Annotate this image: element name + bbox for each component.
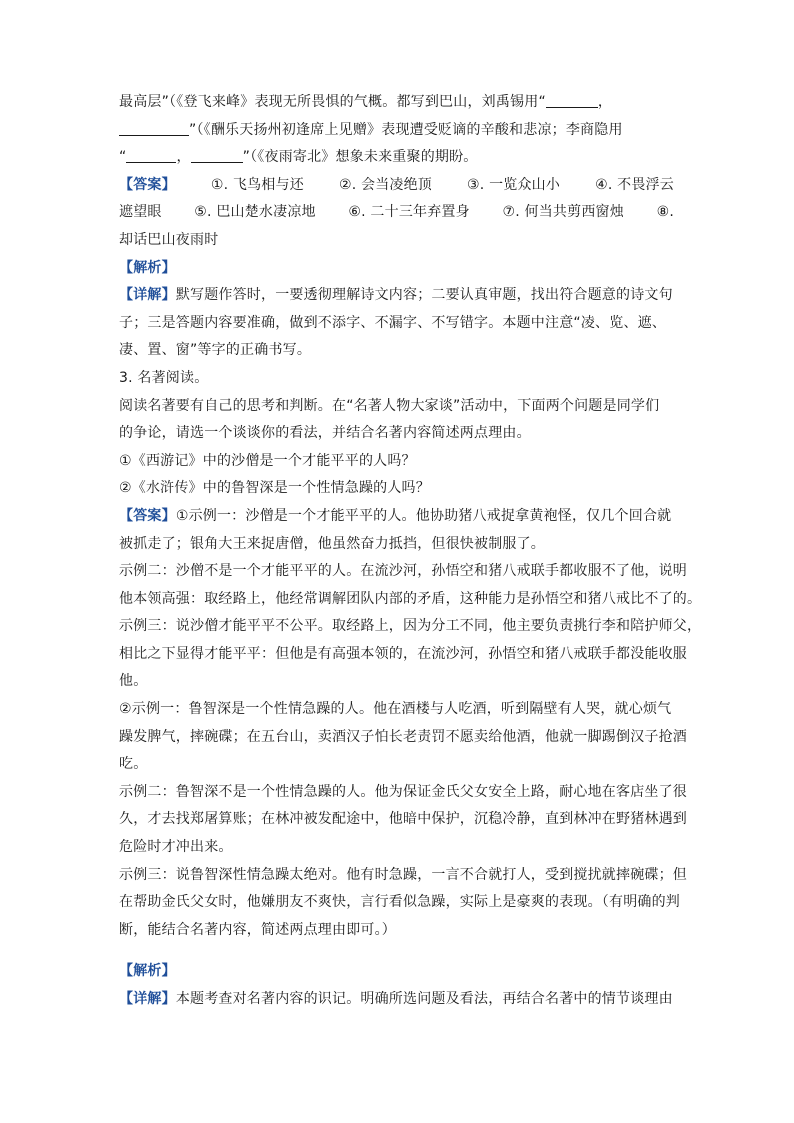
answer-line: 示例二：鲁智深不是一个性情急躁的人。他为保证金氏父女安全上路，耐心地在客店坐了很 (119, 783, 687, 800)
answer-line: 示例三：说鲁智深性情急躁太绝对。他有时急躁，一言不合就打人，受到搅扰就摔碗碟；但 (119, 866, 687, 883)
answer-item: ①. 飞鸟相与还 (210, 176, 304, 193)
fill-blank (546, 93, 598, 108)
answer-line: 他本领高强：取经路上，他经常调解团队内部的矛盾，这种能力是孙悟空和猪八戒比不了的。 (119, 590, 702, 607)
answer-line-3: 却话巴山夜雨时 (119, 231, 219, 248)
answer-line: 在帮助金氏父女时，他嫌朋友不爽快，言行看似急躁，实际上是豪爽的表现。（有明确的判 (119, 894, 680, 911)
detail-line: 子；三是答题内容要准确，做到不添字、不漏字、不写错字。本题中注意“凌、览、遮、 (119, 314, 667, 331)
answer-item: ③. 一览众山小 (467, 176, 561, 193)
analysis-tag: 【解析】 (119, 259, 176, 276)
text-line: ”（《酬乐天扬州初逢席上见赠》表现遭受贬谪的辛酸和悲凉；李商隐用 (119, 117, 674, 145)
answer-line: 久，才去找郑屠算账；在林冲被发配途中，他暗中保护，沉稳冷静，直到林冲在野猪林遇到 (119, 811, 687, 828)
answer-item: ⑤. 巴山楚水凄凉地 (194, 204, 316, 221)
text-line: “ ， ”（《夜雨寄北》想象未来重聚的期盼。 (119, 149, 478, 166)
question-title: 3. 名著阅读。 (119, 369, 209, 386)
detail-line: 【详解】默写题作答时，一要透彻理解诗文内容；二要认真审题，找出符合题意的诗文句 (119, 287, 673, 304)
answer-line: 吃。 (119, 756, 148, 773)
answer-tag: 【答案】 (119, 176, 176, 193)
answer-item: ④. 不畏浮云 (595, 176, 674, 193)
answer-line: 【答案】①示例一：沙僧是一个才能平平的人。他协助猪八戒捉拿黄袍怪，仅几个回合就 (119, 507, 672, 524)
detail-tag: 【详解】 (119, 991, 176, 1007)
answer-line: 示例三：说沙僧才能平平不公平。取经路上，因为分工不同，他主要负责挑行李和陪护师父， (119, 618, 702, 635)
detail-tag: 【详解】 (119, 287, 176, 304)
answer-line: 断，能结合名著内容，简述两点理由即可。） (119, 921, 396, 938)
answer-line: 示例二：沙僧不是一个才能平平的人。在流沙河，孙悟空和猪八戒联手都收服不了他，说明 (119, 563, 687, 580)
question-line: 的争论，请选一个谈谈你的看法，并结合名著内容简述两点理由。 (119, 425, 531, 442)
fill-blank (119, 121, 189, 136)
answer-item: ②. 会当凌绝顶 (338, 176, 432, 193)
answer-line: 相比之下显得才能平平：但他是有高强本领的，在流沙河，孙悟空和猪八戒联手都没能收服 (119, 645, 687, 662)
answer-line-1 (119, 172, 674, 200)
answer-line: ②示例一：鲁智深是一个性情急躁的人。他在酒楼与人吃酒，听到隔壁有人哭，就心烦气 (119, 701, 672, 718)
answer-tag: 【答案】 (119, 507, 176, 524)
question-option: ②《水浒传》中的鲁智深是一个性情急躁的人吗？ (119, 480, 430, 497)
detail-line: 【详解】本题考查对名著内容的识记。明确所选问题及看法，再结合名著中的情节谈理由 (119, 991, 673, 1007)
answer-line: 被抓走了；银角大王来捉唐僧，他虽然奋力抵挡，但很快被制服了。 (119, 535, 545, 552)
fill-blank (126, 148, 176, 163)
answer-item: ⑧. (656, 204, 674, 221)
answer-line-2 (119, 199, 674, 227)
answer-item: ⑥. 二十三年弃置身 (348, 204, 470, 221)
question-option: ①《西游记》中的沙僧是一个才能平平的人吗？ (119, 452, 416, 469)
answer-item: 遮望眼 (119, 204, 162, 221)
answer-line: 躁发脾气，摔碗碟；在五台山，卖酒汉子怕长老责罚不愿卖给他酒，他就一脚踢倒汉子抢酒 (119, 728, 687, 745)
spacer (119, 944, 674, 958)
fill-blank (191, 148, 243, 163)
analysis-tag: 【解析】 (119, 963, 176, 980)
answer-line: 危险时才冲出来。 (119, 839, 233, 856)
answer-item: ⑦. 何当共剪西窗烛 (502, 204, 624, 221)
detail-line: 凄、置、窗”等字的正确书写。 (119, 342, 312, 359)
answer-line: 他。 (119, 673, 148, 690)
text-line: 最高层”（《登飞来峰》表现无所畏惧的气概。都写到巴山，刘禹锡用“ ， (119, 94, 613, 110)
question-line: 阅读名著要有自己的思考和判断。在“名著人物大家谈”活动中，下面两个问题是同学们 (119, 397, 660, 414)
